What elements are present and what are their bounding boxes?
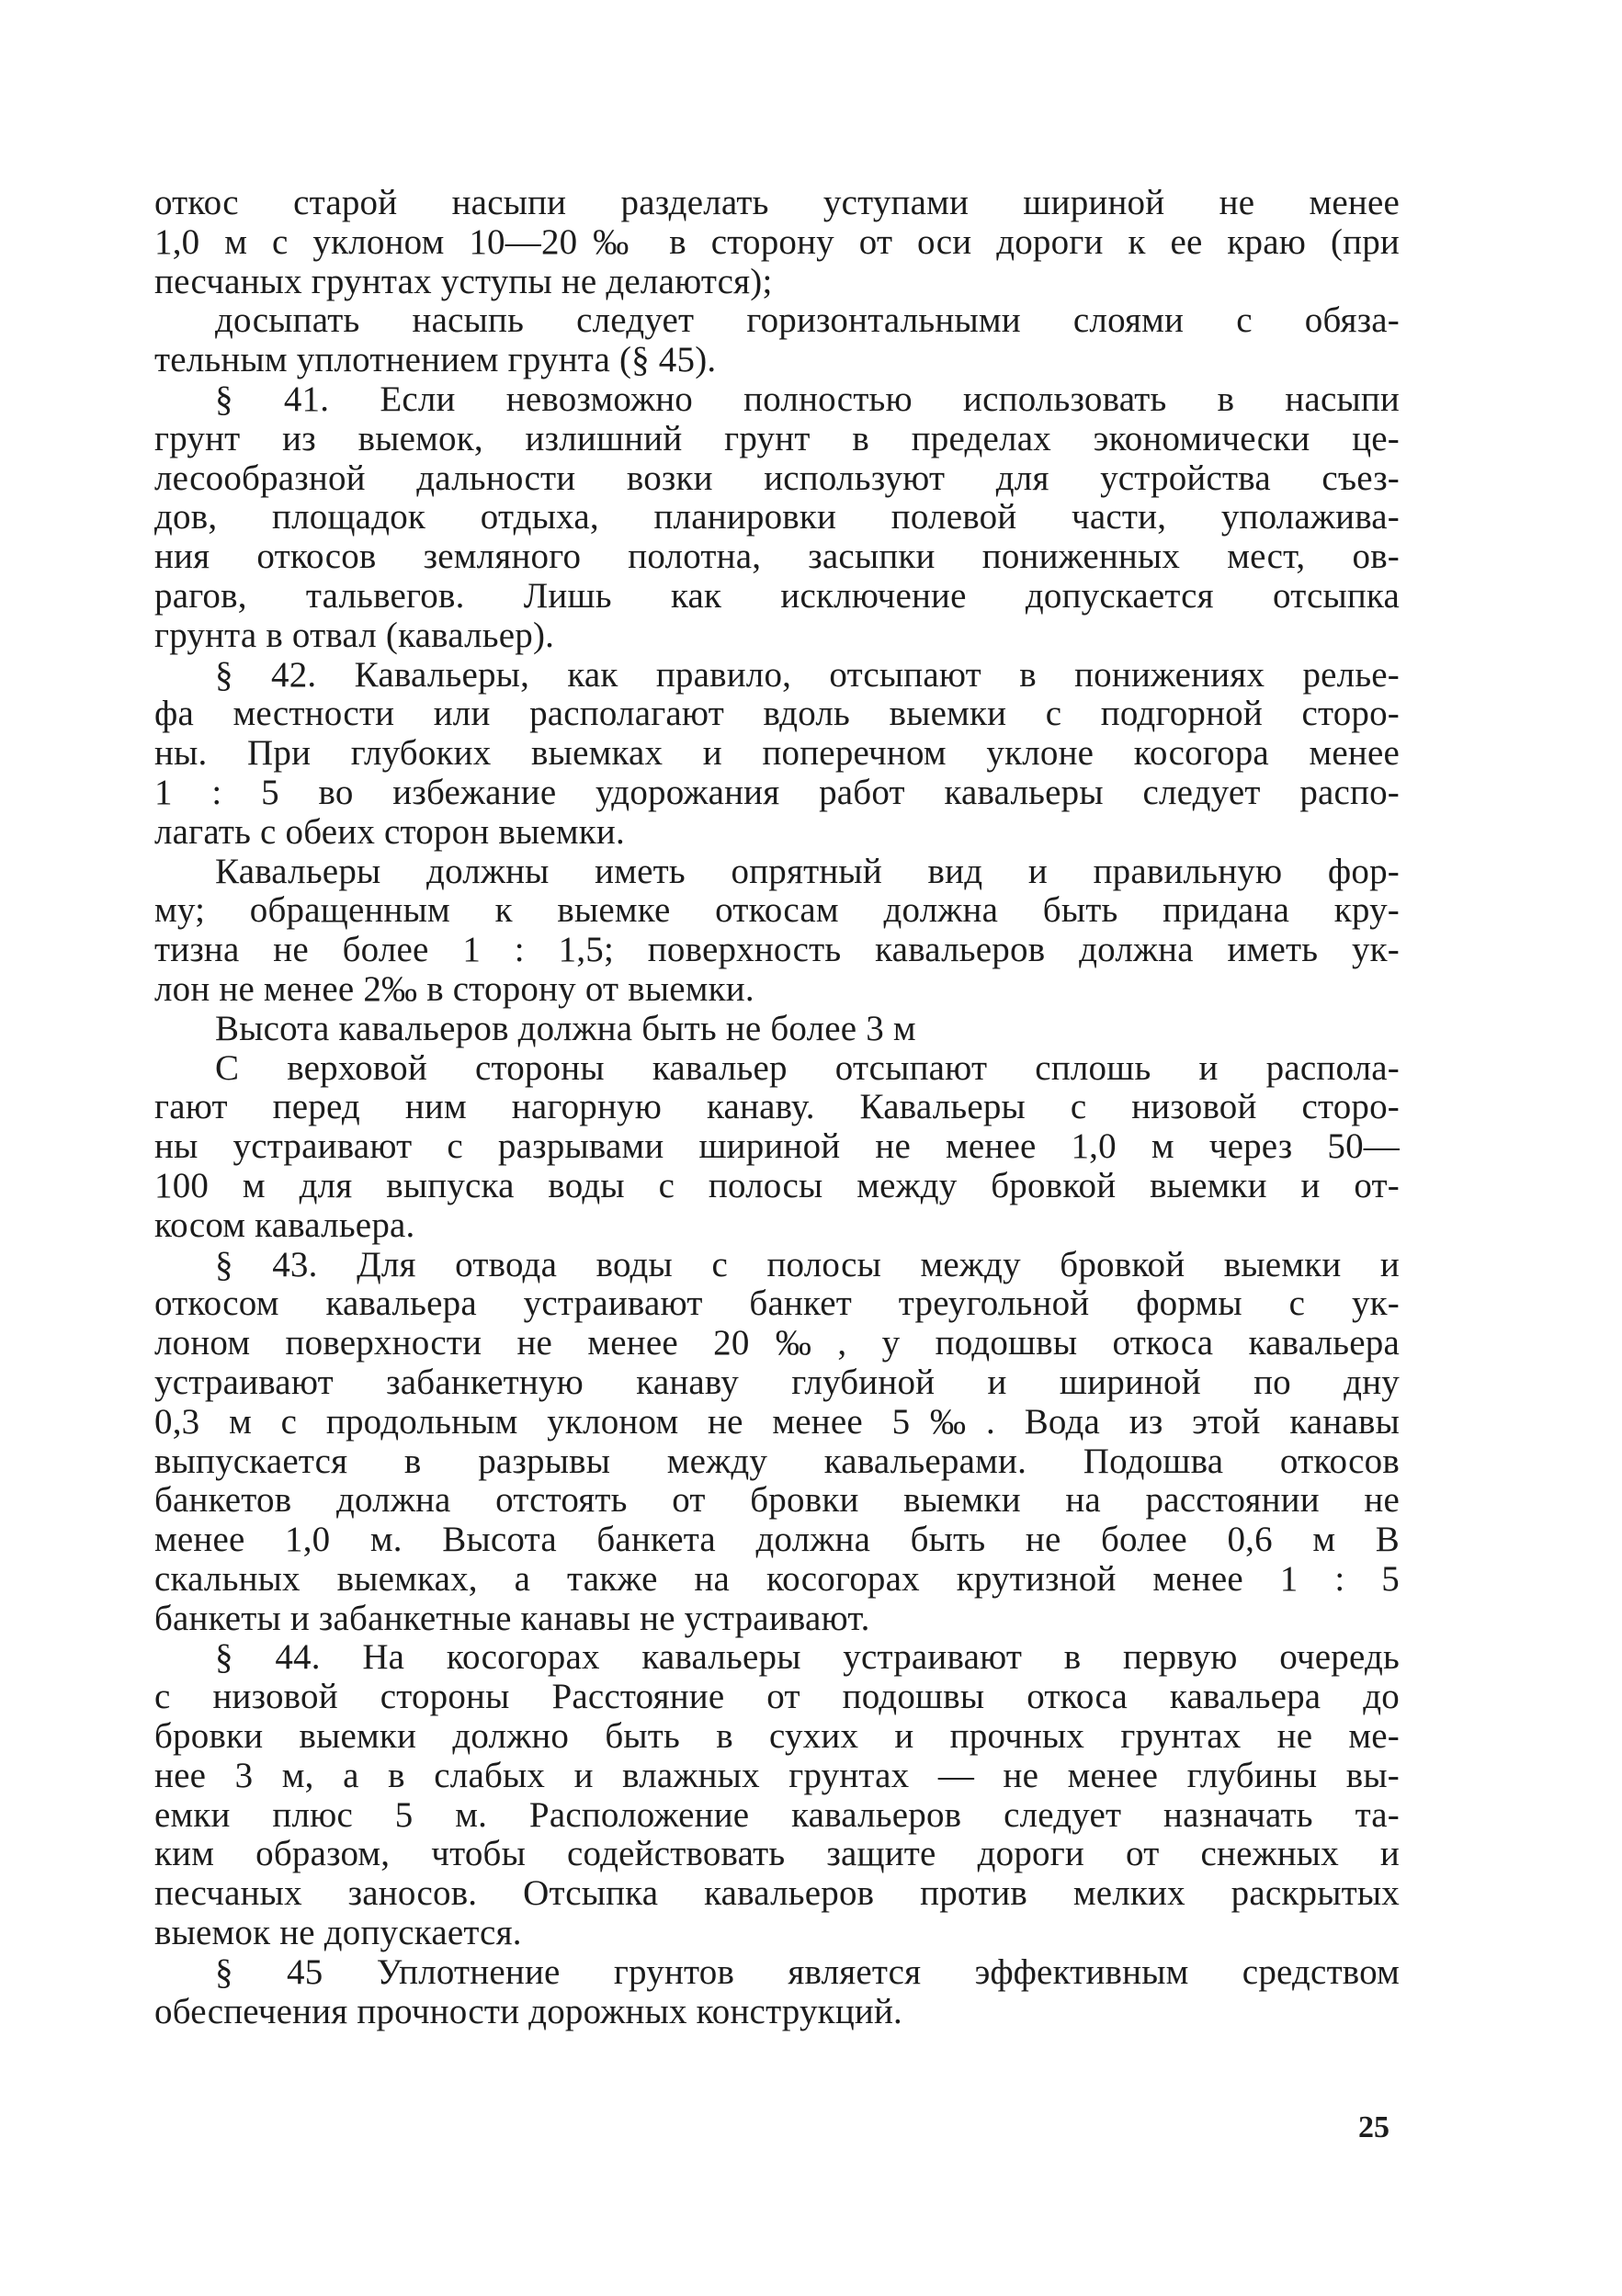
text-line: § 44. На косогорах кавальеры устраивают в первую очередь [215, 1637, 1400, 1678]
text-line: лагать с обеих сторон выемки. [154, 811, 625, 852]
text-line: Высота кавальеров должна быть не более 3 м [215, 1008, 916, 1048]
paragraph [154, 853, 1400, 1010]
text-line: грунт из выемок, излишний грунт в пределах экономически це- [154, 418, 1400, 458]
text-line: лон не менее 2‰ в сторону от выемки. [154, 968, 754, 1009]
text-line: 0,3 м с продольным уклоном не менее 5‰. Вода из этой канавы [154, 1401, 1400, 1442]
text-line: лоном поверхности не менее 20‰, у подошвы откоса кавальера [154, 1323, 1400, 1363]
text-line: косом кавальера. [154, 1205, 415, 1245]
text-line: нее 3 м, а в слабых и влажных грунтах — не менее глубины вы- [154, 1755, 1400, 1795]
text-line: менее 1,0 м. Высота банкета должна быть не более 0,6 м В [154, 1520, 1400, 1560]
text-line: С верховой стороны кавальер отсыпают сплошь и распола- [215, 1047, 1400, 1088]
text-line: му; обращенным к выемке откосам должна быть придана кру- [154, 890, 1400, 931]
page-number: 25 [1358, 2110, 1389, 2144]
text-line: ния откосов земляного полотна, засыпки пониженных мест, ов- [154, 537, 1400, 577]
paragraph [154, 1953, 1400, 2032]
text-line: досыпать насыпь следует горизонтальными слоями с обяза- [215, 300, 1400, 341]
text-line: банкеты и забанкетные канавы не устраивают. [154, 1598, 870, 1638]
text-line: бровки выемки должно быть в сухих и прочных грунтах не ме- [154, 1716, 1400, 1757]
text-line: тельным уплотнением грунта (§ 45). [154, 340, 717, 380]
text-line: фа местности или располагают вдоль выемки с подгорной сторо- [154, 694, 1400, 734]
text-line: 1,0 м с уклоном 10—20‰ в сторону от оси дороги к ее краю (при [154, 221, 1400, 262]
text-line: § 43. Для отвода воды с полосы между бровкой выемки и [215, 1244, 1400, 1284]
paragraph [154, 184, 1400, 301]
text-line: банкетов должна отстоять от бровки выемки на расстоянии не [154, 1480, 1400, 1521]
text-line: 100 м для выпуска воды с полосы между бровкой выемки и от- [154, 1165, 1400, 1205]
text-line: откосом кавальера устраивают банкет треугольной формы с ук- [154, 1284, 1400, 1324]
text-line: тизна не более 1 : 1,5; поверхность кавальеров должна иметь ук- [154, 930, 1400, 970]
text-line: емки плюс 5 м. Расположение кавальеров следует назначать та- [154, 1794, 1400, 1835]
text-line: 1 : 5 во избежание удорожания работ кавальеры следует распо- [154, 772, 1400, 812]
text-line: ны устраивают с разрывами шириной не менее 1,0 м через 50— [154, 1126, 1400, 1167]
paragraph [154, 1638, 1400, 1952]
paragraph [154, 1049, 1400, 1246]
text-line: грунта в отвал (кавальер). [154, 615, 555, 655]
text-line: устраивают забанкетную канаву глубиной и шириной по дну [154, 1362, 1400, 1402]
text-line: обеспечения прочности дорожных конструкций. [154, 1991, 902, 2031]
text-line: выемок не допускается. [154, 1913, 522, 1953]
text-line: гают перед ним нагорную канаву. Кавальеры с низовой сторо- [154, 1087, 1400, 1127]
text-line: ны. При глубоких выемках и поперечном уклоне косогора менее [154, 733, 1400, 774]
text-line: рагов, тальвегов. Лишь как исключение допускается отсыпка [154, 575, 1400, 616]
text-line: § 41. Если невозможно полностью использовать в насыпи [215, 379, 1400, 419]
text-line: лесообразной дальности возки используют для устройства съез- [154, 458, 1400, 498]
text-line: выпускается в разрывы между кавальерами. Подошва откосов [154, 1441, 1400, 1481]
text-line: § 42. Кавальеры, как правило, отсыпают в понижениях релье- [215, 654, 1400, 695]
paragraph [154, 301, 1400, 380]
text-line: откос старой насыпи разделать уступами шириной не менее [154, 183, 1400, 222]
paragraph [154, 1246, 1400, 1639]
text-line: дов, площадок отдыха, планировки полевой части, уполажива- [154, 497, 1400, 537]
body-text [154, 184, 1400, 2031]
paragraph [154, 1010, 1400, 1049]
text-line: песчаных грунтах уступы не делаются); [154, 261, 773, 301]
text-line: с низовой стороны Расстояние от подошвы откоса кавальера до [154, 1677, 1400, 1717]
paragraph [154, 656, 1400, 853]
paragraph [154, 380, 1400, 656]
text-line: скальных выемках, а также на косогорах крутизной менее 1 : 5 [154, 1558, 1400, 1599]
text-line: Кавальеры должны иметь опрятный вид и правильную фор- [215, 851, 1400, 891]
text-line: § 45 Уплотнение грунтов является эффективным средством [215, 1951, 1400, 1992]
text-line: ким образом, чтобы содействовать защите дороги от снежных и [154, 1834, 1400, 1874]
text-line: песчаных заносов. Отсыпка кавальеров против мелких раскрытых [154, 1873, 1400, 1914]
